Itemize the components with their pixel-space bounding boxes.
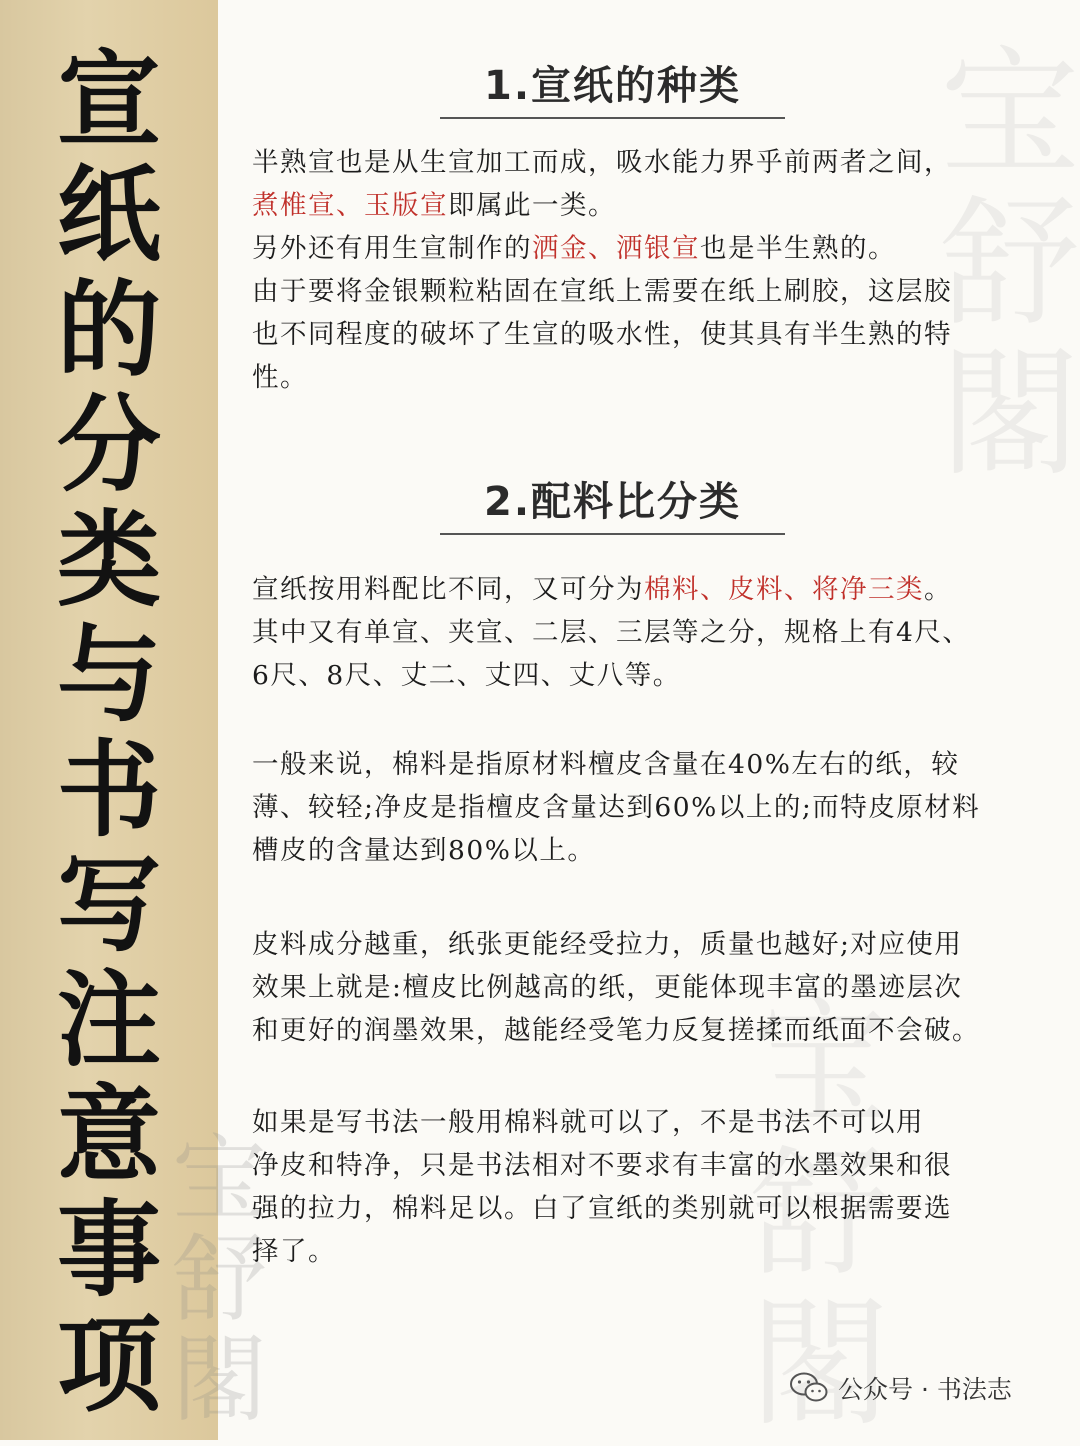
watermark-seal: 宝 舒 閣 (940, 33, 1080, 496)
wechat-icon (790, 1372, 828, 1404)
title-char: 写 (56, 844, 161, 966)
section2-paragraph-2: 一般来说，棉料是指原材料檀皮含量在40%左右的纸，较 薄、较轻;净皮是指檀皮含量达到60%以上的;而特皮原材料 槽皮的含量达到80%以上。 (252, 749, 981, 866)
section1-body: 半熟宣也是从生宣加工而成，吸水能力界乎前两者之间， 煮椎宣、玉版宣即属此一类。 另外还有用生宣制作的洒金、洒银宣也是半生熟的。 由于要将金银颗粒粘固在宣纸上需要在纸上刷胶，这层胶 也不同程度的破坏了生宣的吸水性，使其具有半生熟的特 性。 (252, 147, 952, 393)
section-title-types: 1.宣纸的种类 (440, 54, 785, 119)
title-char: 项 (56, 1304, 161, 1426)
title-char: 事 (56, 1189, 161, 1311)
footer-text: 公众号 · 书法志 (838, 1375, 1012, 1404)
title-char: 的 (56, 269, 161, 391)
watermark-seal: 宝 舒 閣 (750, 983, 891, 1446)
section2-paragraph-1: 宣纸按用料配比不同，又可分为棉料、皮料、将净三类。 其中又有单宣、夹宣、二层、三层等之分，规格上有4尺、 6尺、8尺、丈二、丈四、丈八等。 (252, 574, 971, 691)
title-char: 类 (56, 499, 161, 621)
section2-paragraph-4: 如果是写书法一般用棉料就可以了，不是书法不可以用 净皮和特净，只是书法相对不要求有丰富的水墨效果和很 强的拉力，棉料足以。白了宣纸的类别就可以根据需要选 择了。 (252, 1107, 952, 1267)
highlight-text: 洒金、洒银宣 (532, 233, 700, 264)
highlight-text: 棉料、皮料、将净三类 (644, 574, 924, 605)
watermark-seal: 宝 舒 閣 (172, 1125, 268, 1435)
title-char: 意 (56, 1074, 161, 1196)
footer-account[interactable] (790, 1368, 1012, 1408)
title-char: 分 (56, 384, 161, 506)
title-char: 宣 (56, 39, 161, 161)
section-title-ratio: 2.配料比分类 (440, 470, 785, 535)
section2-paragraph-3: 皮料成分越重，纸张更能经受拉力，质量也越好;对应使用 效果上就是:檀皮比例越高的纸，更能体现丰富的墨迹层次 和更好的润墨效果，越能经受笔力反复搓揉而纸面不会破。 (252, 929, 980, 1046)
vertical-title (0, 39, 218, 1428)
title-char: 与 (56, 614, 161, 736)
title-char: 书 (56, 729, 161, 851)
title-char: 注 (56, 959, 161, 1081)
title-char: 纸 (56, 154, 161, 276)
highlight-text: 煮椎宣、玉版宣 (252, 190, 448, 221)
sidebar-banner (0, 0, 218, 1440)
